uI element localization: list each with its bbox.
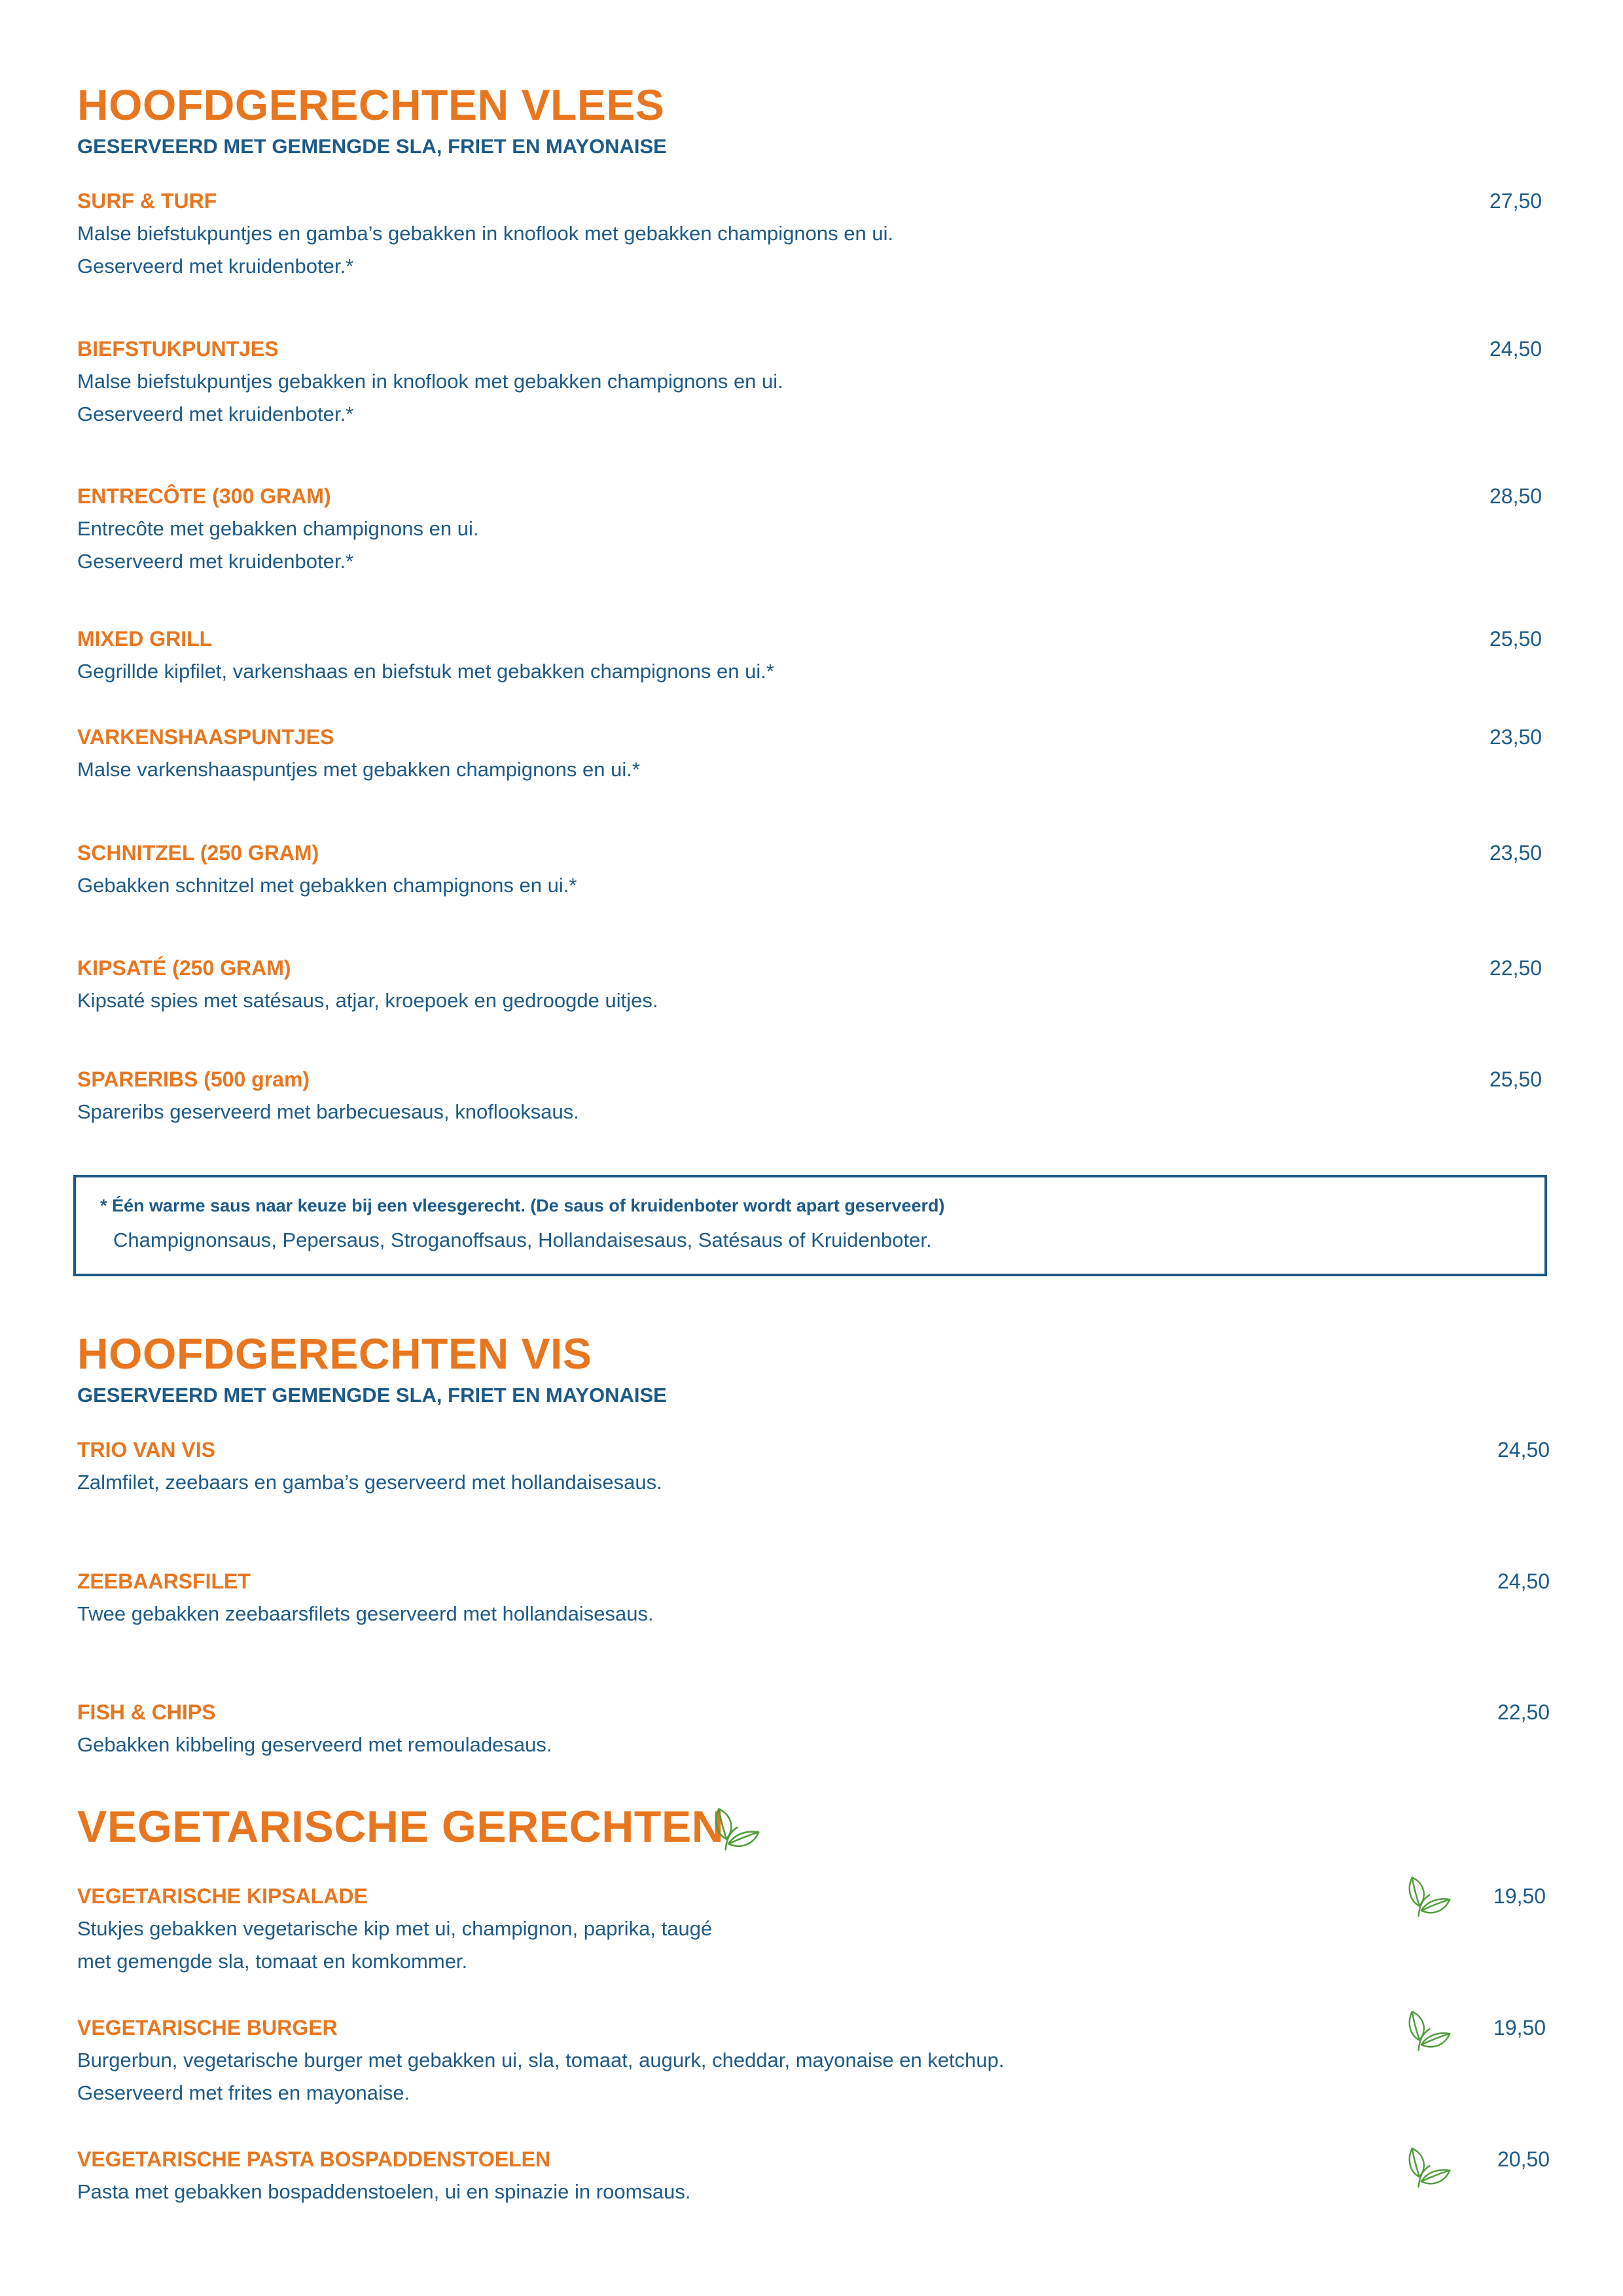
item-description: Malse varkenshaaspuntjes met gebakken champignons en ui.* [77, 758, 640, 781]
section-subtitle-meat: GESERVEERD MET GEMENGDE SLA, FRIET EN MAYONAISE [77, 135, 667, 158]
sauce-note-options: Champignonsaus, Pepersaus, Stroganoffsaus, Hollandaisesaus, Satésaus of Kruidenboter. [113, 1229, 932, 1251]
item-name: SCHNITZEL (250 GRAM) [77, 841, 319, 865]
item-description: Geserveerd met kruidenboter.* [77, 550, 354, 573]
leaf-icon [1406, 2006, 1452, 2056]
item-description: Geserveerd met kruidenboter.* [77, 403, 354, 425]
item-price: 25,50 [1489, 627, 1543, 651]
item-name: SURF & TURF [77, 189, 217, 213]
item-price: 24,50 [1497, 1438, 1550, 1462]
item-price: 25,50 [1489, 1067, 1543, 1091]
item-price: 19,50 [1493, 1884, 1546, 1908]
item-price: 23,50 [1489, 841, 1543, 865]
item-description: Pasta met gebakken bospaddenstoelen, ui en spinazie in roomsaus. [77, 2180, 691, 2203]
menu-item [77, 1696, 1555, 1761]
menu-item [77, 1063, 1555, 1128]
item-description: Spareribs geserveerd met barbecuesaus, knoflooksaus. [77, 1100, 579, 1123]
item-description: Twee gebakken zeebaarsfilets geserveerd met hollandaisesaus. [77, 1602, 654, 1625]
sauce-note-box [73, 1175, 1547, 1276]
item-description: Gegrillde kipfilet, varkenshaas en biefstuk met gebakken champignons en ui.* [77, 660, 774, 683]
item-price: 19,50 [1493, 2016, 1546, 2039]
item-name: SPARERIBS (500 gram) [77, 1067, 310, 1091]
item-price: 24,50 [1497, 1570, 1550, 1593]
item-description: Stukjes gebakken vegetarische kip met ui, champignon, paprika, taugé [77, 1917, 713, 1940]
leaf-icon [712, 1804, 760, 1855]
item-price: 23,50 [1489, 725, 1543, 749]
item-description: Entrecôte met gebakken champignons en ui. [77, 517, 479, 540]
item-name: KIPSATÉ (250 GRAM) [77, 956, 291, 980]
item-price: 28,50 [1489, 484, 1543, 508]
item-name: TRIO VAN VIS [77, 1438, 215, 1462]
item-description: Burgerbun, vegetarische burger met gebakken ui, sla, tomaat, augurk, cheddar, mayonaise en ketchup. [77, 2049, 1005, 2072]
item-description: Gebakken schnitzel met gebakken champignons en ui.* [77, 874, 577, 897]
item-price: 27,50 [1489, 189, 1543, 213]
menu-item [77, 480, 1555, 578]
item-description: Gebakken kibbeling geserveerd met remouladesaus. [77, 1733, 552, 1756]
menu-item [77, 1880, 1555, 1978]
section-title-vegetarian: VEGETARISCHE GERECHTEN [77, 1802, 724, 1852]
menu-item [77, 2143, 1555, 2208]
section-subtitle-fish: GESERVEERD MET GEMENGDE SLA, FRIET EN MAYONAISE [77, 1384, 667, 1407]
item-description: Geserveerd met frites en mayonaise. [77, 2081, 410, 2104]
item-name: ZEEBAARSFILET [77, 1570, 251, 1593]
menu-item [77, 836, 1555, 902]
item-name: VEGETARISCHE KIPSALADE [77, 1884, 368, 1908]
item-price: 22,50 [1489, 956, 1543, 980]
item-name: VEGETARISCHE BURGER [77, 2016, 338, 2039]
item-description: Zalmfilet, zeebaars en gamba’s geserveerd met hollandaisesaus. [77, 1471, 662, 1494]
item-name: FISH & CHIPS [77, 1700, 216, 1724]
item-description: met gemengde sla, tomaat en komkommer. [77, 1950, 468, 1973]
sauce-note-title: * Één warme saus naar keuze bij een vleesgerecht. (De saus of kruidenboter wordt apart geserveerd) [100, 1196, 945, 1215]
item-price: 24,50 [1489, 337, 1543, 361]
section-title-fish: HOOFDGERECHTEN VIS [77, 1329, 592, 1378]
item-description: Malse biefstukpuntjes en gamba’s gebakken in knoflook met gebakken champignons en ui. [77, 222, 894, 245]
item-name: VARKENSHAASPUNTJES [77, 725, 334, 749]
leaf-icon [1406, 2143, 1452, 2193]
item-name: VEGETARISCHE PASTA BOSPADDENSTOELEN [77, 2147, 551, 2171]
menu-item [77, 952, 1555, 1017]
menu-item [77, 721, 1555, 786]
item-name: BIEFSTUKPUNTJES [77, 337, 279, 361]
section-title-meat: HOOFDGERECHTEN VLEES [77, 81, 665, 129]
menu-item [77, 2011, 1555, 2109]
leaf-icon [1406, 1872, 1452, 1922]
menu-item [77, 332, 1555, 431]
menu-item [77, 185, 1555, 283]
menu-item [77, 1433, 1555, 1499]
item-description: Malse biefstukpuntjes gebakken in knoflook met gebakken champignons en ui. [77, 370, 783, 393]
menu-item [77, 1565, 1555, 1630]
item-price: 20,50 [1497, 2147, 1550, 2171]
item-description: Geserveerd met kruidenboter.* [77, 255, 354, 278]
item-name: MIXED GRILL [77, 627, 213, 651]
item-name: ENTRECÔTE (300 GRAM) [77, 484, 331, 508]
menu-item [77, 622, 1555, 688]
item-price: 22,50 [1497, 1700, 1550, 1724]
item-description: Kipsaté spies met satésaus, atjar, kroepoek en gedroogde uitjes. [77, 989, 658, 1012]
